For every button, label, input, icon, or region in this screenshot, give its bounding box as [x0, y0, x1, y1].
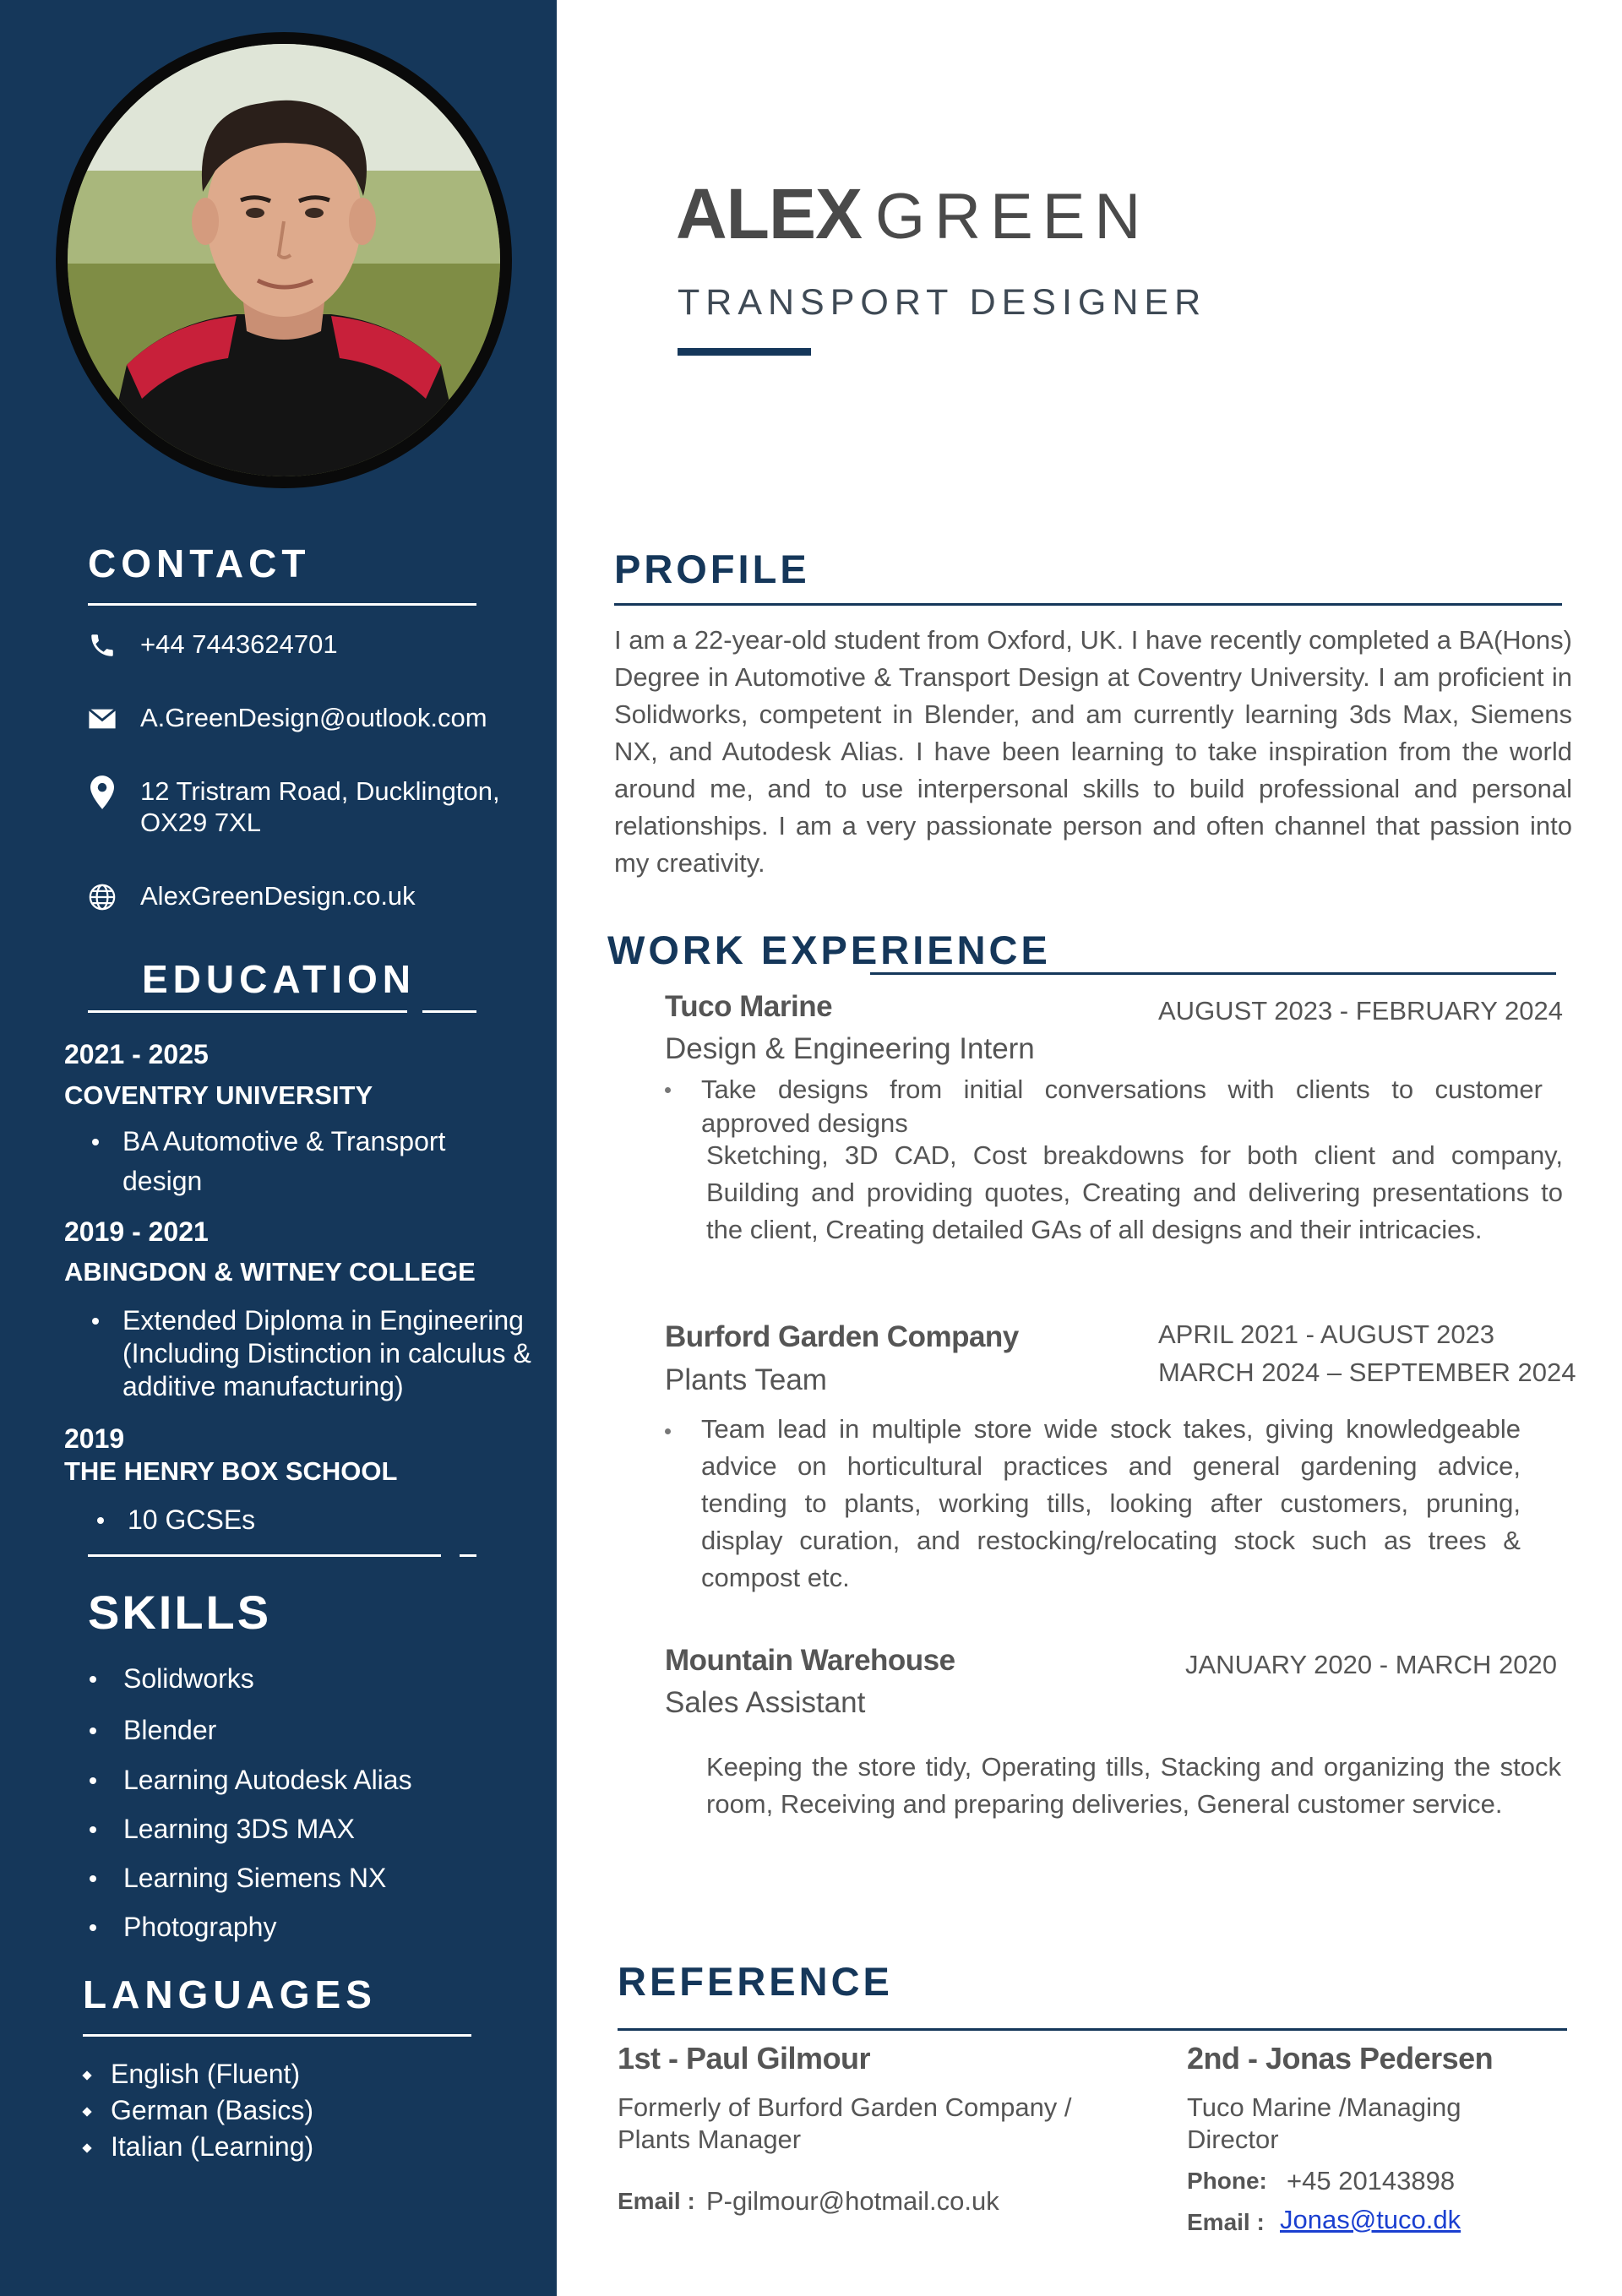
reference-2-email-label: Email :: [1187, 2209, 1265, 2235]
education-divider-right: [422, 1010, 476, 1013]
job-title: TRANSPORT DESIGNER: [678, 282, 1207, 323]
contact-email: [84, 702, 487, 736]
last-name: GREEN: [875, 181, 1151, 253]
contact-divider: [88, 603, 476, 606]
profile-text: I am a 22-year-old student from Oxford, UK. I have recently completed a BA(Hons) Degree in Automotive & Transport Design at Coventry University. I am proficient in Solidworks, competent in Blender, and am currently learning 3ds Max, Siemens NX, and Autodesk Alias. I have been learning to take inspiration from the world around me, and to use interpersonal skills to build professional and personal relationships. I am a very passionate person and often channel that passion into my creativity.: [614, 625, 1572, 878]
language-item: German (Basics): [111, 2094, 313, 2127]
language-item: English (Fluent): [111, 2058, 300, 2091]
profile-heading: PROFILE: [614, 547, 810, 591]
contact-address: [84, 775, 500, 838]
job-company-3: Mountain Warehouse: [665, 1644, 955, 1677]
language-item: Italian (Learning): [111, 2130, 313, 2163]
job-bullet-2: [665, 1428, 671, 1434]
first-name: ALEX: [676, 174, 863, 253]
address-line-1: 12 Tristram Road, Ducklington,: [140, 776, 500, 806]
work-heading: WORK EXPERIENCE: [607, 928, 1051, 972]
skill-item: Learning Siemens NX: [123, 1862, 386, 1895]
location-pin-icon: [84, 775, 120, 809]
job-company-1: Tuco Marine: [665, 990, 833, 1023]
job-date-2b: MARCH 2024 – SEPTEMBER 2024: [1158, 1357, 1576, 1387]
job-role-1: Design & Engineering Intern: [665, 1032, 1035, 1065]
contact-phone: [84, 628, 338, 662]
reference-2-phone: +45 20143898: [1287, 2166, 1456, 2195]
reference-1-org: Formerly of Burford Garden Company / Plants Manager: [618, 2092, 1072, 2154]
contact-heading: CONTACT: [88, 541, 311, 585]
education-bottom-divider-right: [460, 1554, 476, 1557]
edu-years-1: 2021 - 2025: [64, 1039, 209, 1069]
skills-heading: SKILLS: [88, 1586, 272, 1639]
job-description-3: Keeping the store tidy, Operating tills, Stacking and organizing the stock room, Receiving and preparing deliveries, General customer service.: [706, 1752, 1561, 1819]
job-role-3: Sales Assistant: [665, 1686, 866, 1719]
reference-1-email[interactable]: P-gilmour@hotmail.co.uk: [706, 2186, 999, 2216]
skill-item: Learning 3DS MAX: [123, 1813, 355, 1846]
envelope-icon: [84, 702, 120, 736]
education-heading: EDUCATION: [142, 957, 416, 1001]
phone-text: +44 7443624701: [140, 629, 338, 659]
skill-item: Solidworks: [123, 1662, 254, 1695]
work-divider: [870, 972, 1556, 975]
title-accent-bar: [678, 348, 811, 356]
email-text[interactable]: A.GreenDesign@outlook.com: [140, 703, 487, 732]
skill-item: Learning Autodesk Alias: [123, 1764, 412, 1797]
reference-2-org: Tuco Marine /Managing Director: [1187, 2092, 1461, 2154]
reference-divider: [618, 2028, 1567, 2031]
candidate-name: [676, 173, 1150, 255]
languages-heading: LANGUAGES: [83, 1972, 377, 2016]
globe-icon: [84, 880, 120, 914]
reference-2-phone-label: Phone:: [1187, 2168, 1267, 2194]
education-divider-left: [88, 1010, 407, 1013]
job-description-1: Sketching, 3D CAD, Cost breakdowns for both client and company, Building and providing quotes, Creating and delivering presentations to the client, Creating detailed GAs of all designs and their intricacies.: [706, 1140, 1563, 1244]
job-bullet-text-2: Team lead in multiple store wide stock takes, giving knowledgeable advice on horticultural practices and general gardening advice, tending to plants, working tills, looking after customers, pruning, display curation, and restocking/relocating stock such as trees & compost etc.: [701, 1414, 1521, 1592]
reference-2-email-link[interactable]: Jonas@tuco.dk: [1280, 2205, 1461, 2234]
profile-photo: [56, 32, 512, 488]
edu-school-3: THE HENRY BOX SCHOOL: [64, 1456, 398, 1486]
contact-website: [84, 880, 416, 914]
reference-2-name: 2nd - Jonas Pedersen: [1187, 2041, 1494, 2076]
job-date-2a: APRIL 2021 - AUGUST 2023: [1158, 1319, 1495, 1349]
reference-1-email-label: Email :: [618, 2188, 695, 2214]
edu-school-1: COVENTRY UNIVERSITY: [64, 1080, 373, 1110]
skill-item: Photography: [123, 1911, 276, 1944]
profile-divider: [614, 603, 1562, 606]
job-bullet-1: [665, 1087, 671, 1093]
edu-years-3: 2019: [64, 1423, 125, 1454]
reference-1-name: 1st - Paul Gilmour: [618, 2041, 871, 2076]
website-text[interactable]: AlexGreenDesign.co.uk: [140, 881, 416, 911]
job-date-1: AUGUST 2023 - FEBRUARY 2024: [1158, 996, 1564, 1026]
job-bullet-text-1: Take designs from initial conversations with clients to customer approved designs: [701, 1075, 1543, 1138]
edu-detail-3: 10 GCSEs: [128, 1504, 255, 1537]
education-bottom-divider-left: [88, 1554, 441, 1557]
skill-item: Blender: [123, 1714, 216, 1747]
sidebar: [0, 0, 557, 2296]
portrait-illustration: [68, 44, 500, 476]
edu-detail-2: Extended Diploma in Engineering (Including Distinction in calculus & additive manufacturing): [122, 1304, 531, 1403]
languages-divider: [83, 2034, 471, 2037]
phone-icon: [84, 628, 120, 662]
edu-school-2: ABINGDON & WITNEY COLLEGE: [64, 1257, 476, 1287]
job-date-3: JANUARY 2020 - MARCH 2020: [1185, 1650, 1557, 1679]
reference-heading: REFERENCE: [618, 1959, 893, 2004]
job-company-2: Burford Garden Company: [665, 1320, 1019, 1353]
address-line-2: OX29 7XL: [140, 808, 262, 837]
edu-detail-1: BA Automotive & Transport design: [122, 1125, 445, 1198]
edu-years-2: 2019 - 2021: [64, 1216, 209, 1247]
job-role-2: Plants Team: [665, 1363, 827, 1396]
